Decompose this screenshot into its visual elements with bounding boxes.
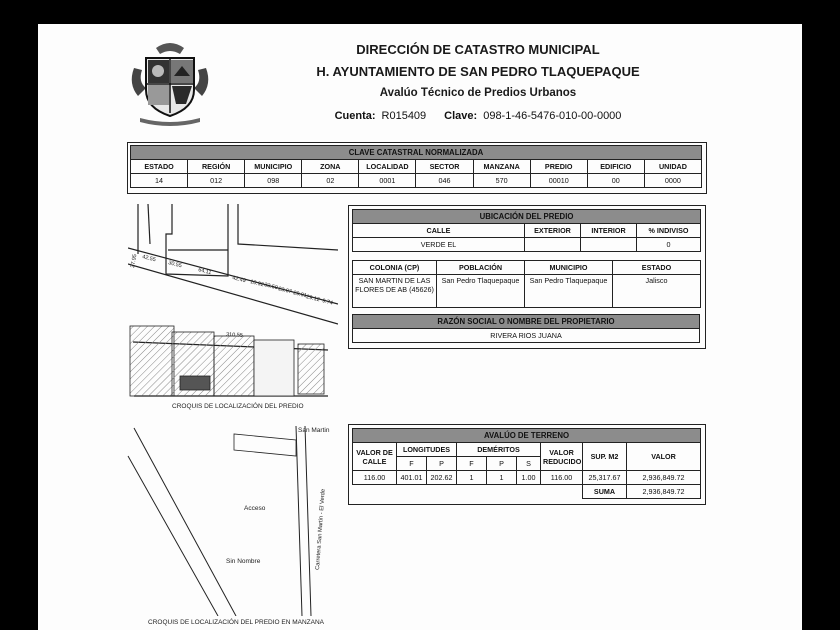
header-cell: PREDIO xyxy=(530,160,587,174)
header-cell: SECTOR xyxy=(416,160,473,174)
header-cell: MUNICIPIO xyxy=(525,261,613,275)
value-cell: 02 xyxy=(302,174,359,188)
sketch-dimension: 10.92 xyxy=(249,279,265,289)
map-label-acceso: Acceso xyxy=(244,505,266,512)
sketch-dimension: 310.55 xyxy=(225,332,244,339)
propietario-value: RIVERA RIOS JUANA xyxy=(353,329,700,343)
colonia-value: SAN MARTIN DE LAS FLORES DE AB (45626) xyxy=(353,275,437,308)
header-line-2: H. AYUNTAMIENTO DE SAN PEDRO TLAQUEPAQUE xyxy=(316,64,640,79)
value-cell: 14 xyxy=(131,174,188,188)
value-cell: 1 xyxy=(487,471,517,485)
clave-value: 098-1-46-5476-010-00-0000 xyxy=(483,110,622,122)
header-cell: CALLE xyxy=(353,224,525,238)
header-cell: POBLACIÓN xyxy=(437,261,525,275)
ubicacion-table-1 xyxy=(352,209,701,252)
sketch-dimension: 42.55 xyxy=(141,254,157,264)
header-cell: MUNICIPIO xyxy=(245,160,302,174)
municipio-value: San Pedro Tlaquepaque xyxy=(525,275,613,308)
value-cell: 401.01 xyxy=(397,471,427,485)
sketch-dimension: 42.49 xyxy=(231,275,247,285)
subheader-cell: F xyxy=(457,457,487,471)
sketch-dimension: 64.11 xyxy=(197,267,212,277)
block-sketch xyxy=(126,420,344,616)
header-cell: LONGITUDES xyxy=(397,443,457,457)
sketch-dimension: 33.59 xyxy=(263,282,279,292)
ubicacion-title: UBICACIÓN DEL PREDIO xyxy=(353,210,701,224)
value-cell: 570 xyxy=(473,174,530,188)
suma-label: SUMA xyxy=(583,485,627,499)
value-cell: 25,317.67 xyxy=(583,471,627,485)
avaluo-title: AVALÚO DE TERRENO xyxy=(353,429,701,443)
header-cell: ESTADO xyxy=(131,160,188,174)
header-cell: % INDIVISO xyxy=(637,224,701,238)
sketch-dimension: 27.95 xyxy=(130,253,139,269)
header-cell: EXTERIOR xyxy=(525,224,581,238)
avaluo-table xyxy=(352,428,701,499)
value-cell: 098 xyxy=(245,174,302,188)
value-cell: 00 xyxy=(587,174,644,188)
value-cell: 1 xyxy=(457,471,487,485)
cuenta-label: Cuenta: xyxy=(334,110,376,122)
header-cell: VALOR REDUCIDO xyxy=(541,443,583,471)
interior-value xyxy=(581,238,637,252)
clave-catastral-title: CLAVE CATASTRAL NORMALIZADA xyxy=(131,146,702,160)
value-cell: 00010 xyxy=(530,174,587,188)
account-line xyxy=(188,110,768,122)
suma-value: 2,936,849.72 xyxy=(627,485,701,499)
value-cell: 0000 xyxy=(644,174,701,188)
document-page xyxy=(38,24,802,630)
estado-value: Jalisco xyxy=(613,275,701,308)
property-sketch xyxy=(128,204,338,399)
subheader-cell: P xyxy=(427,457,457,471)
value-cell: 2,936,849.72 xyxy=(627,471,701,485)
exterior-value xyxy=(525,238,581,252)
clave-label: Clave: xyxy=(444,110,478,122)
value-cell: 202.62 xyxy=(427,471,457,485)
header-cell: SUP. M2 xyxy=(583,443,627,471)
sketch-dimension: 29.91 xyxy=(292,290,308,300)
propietario-title: RAZÓN SOCIAL O NOMBRE DEL PROPIETARIO xyxy=(353,315,700,329)
header-line-3: Avalúo Técnico de Predios Urbanos xyxy=(379,87,577,99)
sketch2-caption: CROQUIS DE LOCALIZACIÓN DEL PREDIO EN MANZANA xyxy=(148,619,325,626)
map-label-carretera: Carretera San Martin - El Verde xyxy=(315,488,327,571)
header-cell: REGIÓN xyxy=(188,160,245,174)
propietario-table xyxy=(352,314,700,343)
header-cell: VALOR xyxy=(627,443,701,471)
map-label-san-martin: San Martin xyxy=(298,427,330,434)
header-cell: INTERIOR xyxy=(581,224,637,238)
value-cell: 116.00 xyxy=(541,471,583,485)
sketch-dimension: 9.74 xyxy=(321,298,334,307)
header-line-1: DIRECCIÓN DE CATASTRO MUNICIPAL xyxy=(356,42,600,57)
map-label-sin-nombre: Sin Nombre xyxy=(226,558,261,565)
header-cell: LOCALIDAD xyxy=(359,160,416,174)
header-cell: ESTADO xyxy=(613,261,701,275)
indiviso-value: 0 xyxy=(637,238,701,252)
header-cell: VALOR DE CALLE xyxy=(353,443,397,471)
header-cell: UNIDAD xyxy=(644,160,701,174)
sketch-dimension: 23.07 xyxy=(277,286,293,296)
subheader-cell: S xyxy=(517,457,541,471)
subheader-cell: P xyxy=(487,457,517,471)
header-cell: DEMÉRITOS xyxy=(457,443,541,457)
sketch-dimension: 29.12 xyxy=(305,294,321,304)
header-cell: MANZANA xyxy=(473,160,530,174)
header-cell: COLONIA (CP) xyxy=(353,261,437,275)
value-cell: 012 xyxy=(188,174,245,188)
calle-value: VERDE EL xyxy=(353,238,525,252)
header-cell: EDIFICIO xyxy=(587,160,644,174)
clave-catastral-table xyxy=(130,145,702,188)
poblacion-value: San Pedro Tlaquepaque xyxy=(437,275,525,308)
header-cell: ZONA xyxy=(302,160,359,174)
value-cell: 046 xyxy=(416,174,473,188)
value-cell: 0001 xyxy=(359,174,416,188)
sketch-dimension: 30.55 xyxy=(167,260,183,270)
value-cell: 1.00 xyxy=(517,471,541,485)
subheader-cell: F xyxy=(397,457,427,471)
sketch1-caption: CROQUIS DE LOCALIZACIÓN DEL PREDIO xyxy=(172,403,304,410)
value-cell: 116.00 xyxy=(353,471,397,485)
ubicacion-table-2 xyxy=(352,260,701,308)
cuenta-value: R015409 xyxy=(381,110,427,122)
